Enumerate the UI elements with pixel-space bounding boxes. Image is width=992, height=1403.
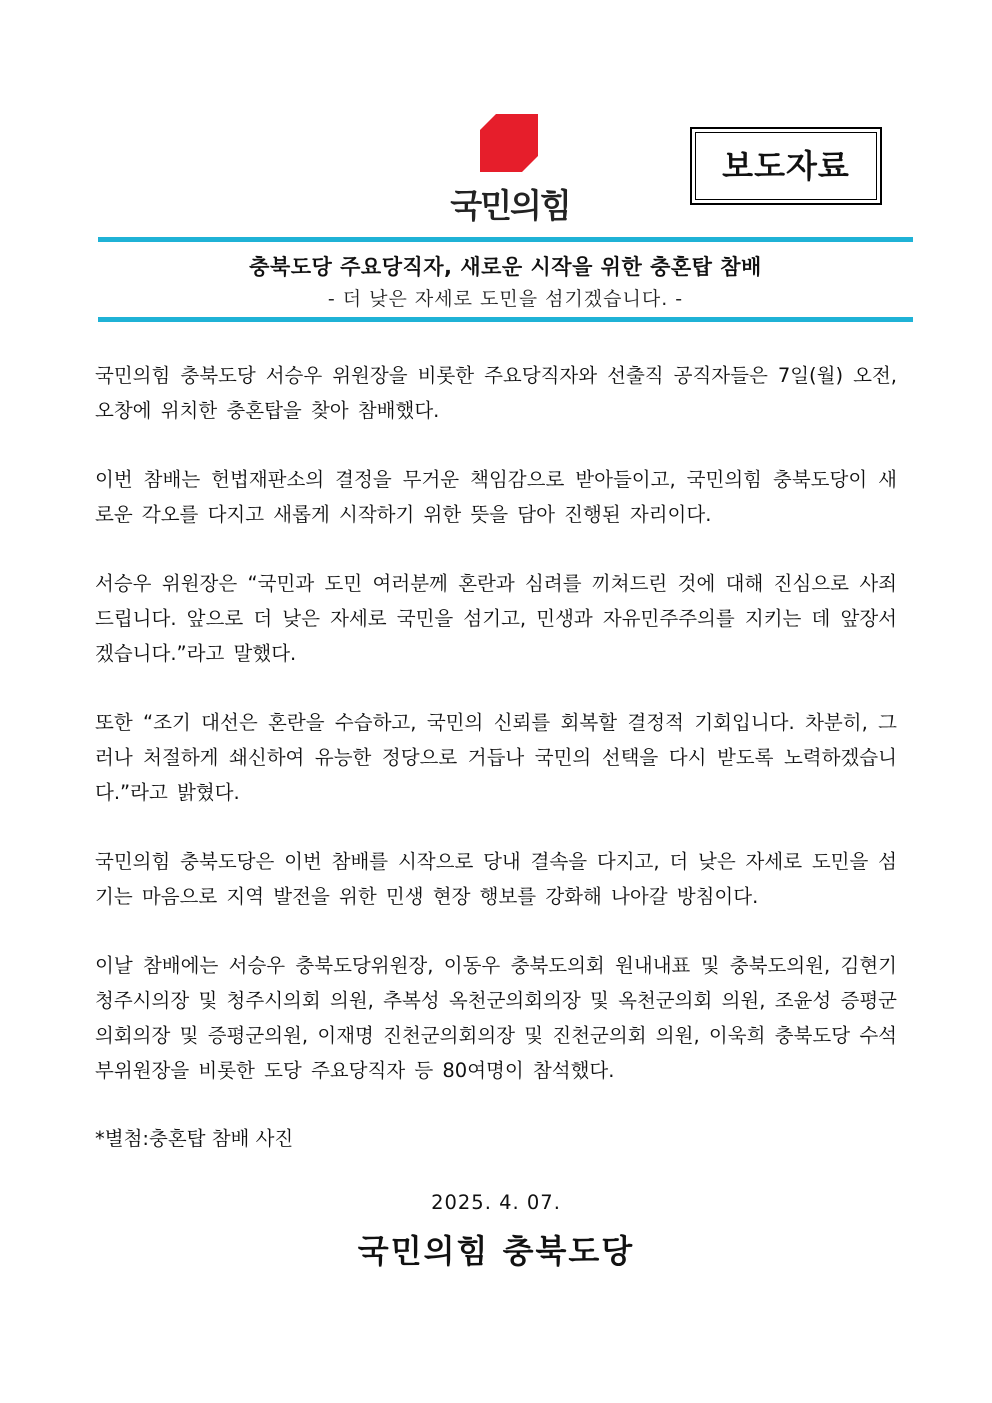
paragraph-2: 이번 참배는 헌법재판소의 결정을 무거운 책임감으로 받아들이고, 국민의힘 충북도당이 새로운 각오를 다지고 새롭게 시작하기 위한 뜻을 담아 진행된 자리이다.	[95, 468, 897, 526]
party-logo-mark	[480, 114, 538, 172]
paragraph-4: 또한 “조기 대선은 혼란을 수습하고, 국민의 신뢰를 회복할 결정적 기회입니다. 차분히, 그러나 처절하게 쇄신하여 유능한 정당으로 거듭나 국민의 선택을 다시 받도록 노력하겠습니다.”라고 밝혔다.	[95, 711, 897, 804]
press-release-badge	[690, 127, 882, 205]
party-logo	[430, 112, 590, 227]
headline-title: 충북도당 주요당직자, 새로운 시작을 위한 충혼탑 참배	[249, 255, 762, 279]
headline-subtitle: - 더 낮은 자세로 도민을 섬기겠습니다. -	[327, 288, 684, 310]
party-logo-text: 국민의힘	[450, 186, 570, 225]
attachment-note: *별첨:충혼탑 참배 사진	[95, 1127, 294, 1150]
paragraph-3: 서승우 위원장은 “국민과 도민 여러분께 혼란과 심려를 끼쳐드린 것에 대해 진심으로 사죄드립니다. 앞으로 더 낮은 자세로 국민을 섬기고, 민생과 자유민주주의를 지키는 데 앞장서겠습니다.”라고 말했다.	[95, 572, 897, 665]
article-body	[95, 358, 897, 1122]
bottom-divider	[98, 317, 913, 322]
top-divider	[98, 237, 913, 242]
logo-red-shape	[480, 114, 538, 172]
paragraph-5: 국민의힘 충북도당은 이번 참배를 시작으로 당내 결속을 다지고, 더 낮은 자세로 도민을 섬기는 마음으로 지역 발전을 위한 민생 현장 행보를 강화해 나아갈 방침이다.	[95, 850, 897, 908]
release-date: 2025. 4. 07.	[431, 1191, 561, 1214]
issuing-organization: 국민의힘 충북도당	[357, 1232, 635, 1270]
paragraph-6: 이날 참배에는 서승우 충북도당위원장, 이동우 충북도의회 원내내표 및 충북도의원, 김현기 청주시의장 및 청주시의회 의원, 추복성 옥천군의회의장 및 옥천군의회 의원, 조윤성 증평군의회의장 및 증평군의원, 이재명 진천군의회의장 및 진천군의회 의원, 이욱희 충북도당 수석부위원장을 비롯한 도당 주요당직자 등 80여명이 참석했다.	[95, 954, 897, 1082]
paragraph-1: 국민의힘 충북도당 서승우 위원장을 비롯한 주요당직자와 선출직 공직자들은 7일(월) 오전, 오창에 위치한 충혼탑을 찾아 참배했다.	[95, 364, 897, 422]
press-release-label: 보도자료	[722, 147, 850, 185]
